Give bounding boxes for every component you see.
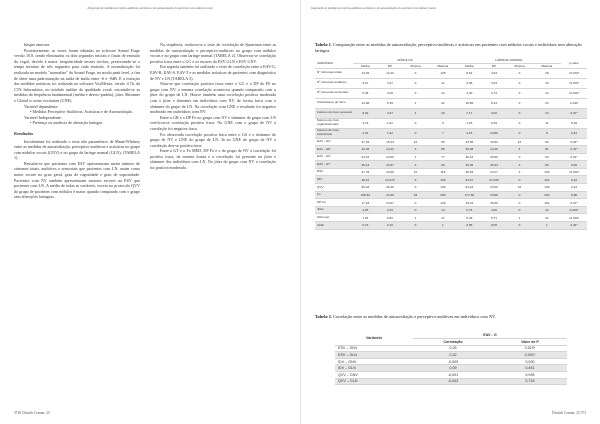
table1-pvalue-cell: 0,24 [561,184,587,192]
table1-value-cell: 47 [429,214,457,222]
table1-subheader: Máxima [533,63,561,68]
table2 [335,332,567,385]
table2-header-pvalue: Valor de P [493,339,567,346]
table1-value-cell: 26,14 [353,161,378,169]
table2-correlation-cell: 0,32 [413,352,493,359]
table1-value-cell: 0 [402,118,428,128]
table1-value-cell: 39,50 [482,199,507,207]
table1-value-cell: 36,43 [457,153,482,161]
table1-value-cell: 1,62 [378,118,403,128]
table1-header-group2: LARINGE NORMAL [457,58,561,63]
table-row [315,199,587,207]
table1-pvalue-cell: <0,001* [561,68,587,78]
table1-value-cell: 59,18 [353,184,378,192]
table1-value-cell: 22,96 [378,191,403,199]
table1-variable-cell: EAV - GS [315,153,353,161]
table1-value-cell: 15,97 [378,161,403,169]
table1-subheader: DP [482,63,507,68]
table1-value-cell: 4,38 [457,78,482,88]
body-paragraph: bitsper amostra. [24,42,51,47]
table1-value-cell: 35,69 [457,168,482,176]
table-row [315,68,587,78]
table1-value-cell: 100 [429,184,457,192]
table2-variable-cell: QVV – GNV [335,372,413,379]
table2-pvalue-cell: 0,715 [493,378,567,385]
table1-value-cell: 5,45 [378,98,403,108]
table1-caption-label: Tabela 1. [315,42,332,47]
table1-variable-cell: Jitter [315,206,353,214]
table1-value-cell: 2,056 [482,128,507,138]
table1-value-cell: 24,09 [378,153,403,161]
table1-value-cell: 10 [533,78,561,88]
table1-value-cell: 5,24 [482,98,507,108]
table1-value-cell: 14,48 [482,146,507,154]
table-row [315,78,587,88]
table1-value-cell: 177,38 [457,191,482,199]
table1-value-cell: 1 [429,222,457,230]
body-paragraph: Posteriormente, as vozes foram editadas no software Sound Forge versão 10.0, sendo eliminados os dois segundos iniciais e finais de emissão da vogal, devido à maior irregularidade nesses trechos, preservando-se o tempo mínimo de três segundos para cada emissão. A normalização foi realizada no modelo "normalize" do Sound Forge, no modo peak level, a fim de obter uma padronização na saída de áudio entre -6 e -9dB. E a extração das medidas acústicas foi realizada no software VoxMetria, versão 4.7h, da CTS Informática, no módulo análise da qualidade vocal, extraindo-se as medidas da frequência fundamental (média e desvio-padrão), jitter, Shimmer e Glottal to noise excitation (GNE). [14,47,140,103]
table-row [315,118,587,128]
table1-value-cell: 23,56 [482,184,507,192]
table1-value-cell: 3 [402,161,428,169]
table1-value-cell: 64,24 [457,184,482,192]
table1-value-cell: 125 [429,68,457,78]
table2-correlation-cell: 0,09 [413,365,493,372]
table1-value-cell: 0,73 [353,222,378,230]
table1-value-cell: 3 [506,161,532,169]
table1-pvalue-cell: 0,07* [561,199,587,207]
table-row [315,222,587,230]
table1-pvalue-cell: 0,001* [561,206,587,214]
table-row [315,191,587,199]
table1-header-pvalue: p-valor [561,58,587,68]
table1-value-cell: 3,79 [353,118,378,128]
table1-variable-cell: Fo [315,191,353,199]
table1-value-cell: 0 [506,206,532,214]
table1-value-cell: 93 [533,138,561,146]
table1-pvalue-cell: 0,43 [561,128,587,138]
section-heading: Resultados [14,130,34,136]
body-paragraph: Entre o GR e o DP Fo no grupo com NV e shimmer do grupo com LN verificou-se correlação positiva fraca. No GNE com o grupo de NV a correlação foi negativa fraca. [150,114,276,131]
table2-caption-label: Tabela 2. [315,314,332,319]
table1-pvalue-cell: 0,29 [561,118,587,128]
table1-header-variables: VARIÁVEIS [315,58,353,68]
table1-value-cell: 26,43 [482,161,507,169]
table1-pvalue-cell: 0,015 [561,98,587,108]
table-row [315,88,587,98]
table2-header-correlation: Correlação [413,339,493,346]
table1-value-cell: 0 [402,88,428,98]
body-paragraph: Na sequência, realizou-se o teste de correlação de Spearman entre as medidas de autoavaliação e perceptivo-auditivas no grupo com nódulos vocais e no grupo com laringe normal (TABELA 2). Observou-se correlação positiva fraca entre o GG e os escores da ESV GLN e ESV GNV. [150,42,276,64]
table1-value-cell: 0 [506,78,532,88]
table1-value-cell: 1 [402,153,428,161]
table1-value-cell: 47,49 [353,138,378,146]
table1-value-cell: 0 [506,222,532,230]
table1-variable-cell: Total fatores de risco [315,98,353,108]
table1-value-cell: 0,05 [482,222,507,230]
table1-value-cell: 12 [533,206,561,214]
table1-value-cell: 4 [506,146,532,154]
table1-value-cell: 24,68 [378,168,403,176]
table1-value-cell: 1 [402,98,428,108]
table1-subheader: Mínima [506,63,532,68]
body-paragraph: Nota-se que correlação positiva fraca entre o GG e o DP do F0 no grupo com NV, a mesma correlação aconteceu quando comparado com o jitter do grupo de LN. Houve também uma correlação positiva moderada com o jitter e shimmer em indivíduos com NV, de forma fraca com o shimmer do grupo de LN. Na correlação com GNE o resultado foi negativo moderado em indivíduos com NV. [150,81,276,115]
table-row [335,372,567,379]
table1-variable-cell: DP Fo [315,199,353,207]
table1-value-cell: 42,46 [353,146,378,154]
table1-value-cell: 7,94 [353,214,378,222]
table2-pvalue-cell: 0,001* [493,352,567,359]
table1-variable-cell: Fatores de risco organizacionais [315,118,353,128]
left-page-column-1 [14,42,140,200]
table1-caption [315,42,587,53]
table1-value-cell: 0 [402,222,428,230]
table1-value-cell: 15,15 [457,199,482,207]
running-head-right: Integração de medidas perceptivo-auditivas, acústicas e de autoavaliação em pacientes com nódulos vocais [311,6,437,10]
table1-pvalue-cell: 0,01* [561,153,587,161]
folio-right: Distúrb Comun. 25 373 [552,411,586,415]
table1-pvalue-cell: <0,001* [561,168,587,176]
table1-value-cell: 5,71 [482,214,507,222]
table1-value-cell: 0 [402,206,428,214]
table-row [335,345,567,352]
table1-value-cell: 5 [429,118,457,128]
table1-value-cell: 0 [506,176,532,184]
table2-correlation-cell: -0,009 [413,358,493,365]
table1-value-cell: 29,90 [482,153,507,161]
table1-value-cell: 1 [533,222,561,230]
table1-value-cell: 1,65 [457,118,482,128]
table1-pvalue-cell: 0,02* [561,138,587,146]
table2-header-variables: Variáveis [335,332,413,345]
table1-value-cell: 0 [402,78,428,88]
table1-value-cell: 161 [533,199,561,207]
table1-value-cell: 17,18 [353,199,378,207]
table1-value-cell: 43,55 [457,138,482,146]
table2-pvalue-cell: 0,995 [493,372,567,379]
table1-variable-cell: EAV - GR [315,146,353,154]
table1-value-cell: 26,40 [378,184,403,192]
table1-subheader: Mínima [402,63,428,68]
table1-pvalue-cell: <0,001* [561,214,587,222]
table1-value-cell: 0 [402,68,428,78]
table1-value-cell: 24,07 [378,199,403,207]
table1-caption-text: Comparação entre as medidas de autoavaliação, perceptivo-auditivas e acústicas em pacientes com nódulos vocais e indivíduos sem alteração laríngea. [315,42,582,53]
table2-pvalue-cell: 0,930 [493,358,567,365]
table-row [315,153,587,161]
table-row [335,352,567,359]
table1-value-cell: 77 [429,153,457,161]
table1-value-cell: 24,15 [353,153,378,161]
table1-value-cell: 38,48 [457,146,482,154]
table1-value-cell: 80 [533,161,561,169]
table1-value-cell: 22 [429,98,457,108]
table-row [315,168,587,176]
running-head-left: Integração de medidas perceptivo-auditivas, acústicas e de autoavaliação em pacientes com nódulos vocais [87,6,213,10]
table1-value-cell: 23,88 [482,191,507,199]
table1-value-cell: 13 [533,108,561,118]
table-row [335,365,567,372]
table1-value-cell: 7,17 [457,108,482,118]
table1-value-cell: 0 [506,88,532,98]
table1-value-cell: 24,376 [378,176,403,184]
table1-value-cell: 15,44 [378,138,403,146]
table1-value-cell: 95 [429,138,457,146]
table2-caption-text: Correlação entre as medidas de autoavaliação e perceptivo-auditivas em indivíduos com NV. [331,314,496,319]
table1-value-cell: 0 [402,128,428,138]
table1-value-cell: 13 [429,206,457,214]
folio-left: 3720 Distúrb Comun. 25 [14,411,50,415]
table1-value-cell: 28 [533,68,561,78]
table-row [315,108,587,118]
table1-value-cell: 118 [429,168,457,176]
table1-value-cell: 0 [506,98,532,108]
table1-value-cell: 3 [402,176,428,184]
table-row [315,184,587,192]
table1-value-cell: 283 [429,191,457,199]
table1-value-cell: 0,10 [378,222,403,230]
table-row [315,138,587,146]
table1-value-cell: 0 [402,199,428,207]
table1-header-group1: NÓDULOS [353,58,457,63]
table1-value-cell: 196,62 [353,191,378,199]
table1-variable-cell: Fatores de risco ambientais [315,128,353,138]
table1-value-cell: 0,49 [482,118,507,128]
table1-value-cell: 0 [506,153,532,161]
table1-value-cell: 12 [533,88,561,98]
table1-value-cell: 10,85 [457,98,482,108]
table1-variable-cell: EAV - GG [315,138,353,146]
table1-value-cell: 93 [533,153,561,161]
table1-value-cell: 2,74 [482,88,507,98]
table1-variable-cell: ESV [315,168,353,176]
table1-subheader: DP [378,63,403,68]
table1-value-cell: 12 [506,138,532,146]
table1-value-cell: 3,26 [378,88,403,98]
table1-value-cell: 96 [429,161,457,169]
body-paragraph: Em seguida também foi realizado o teste de correlação entre a EAV-G, EAV-R, EAV-S, EAV-T e as medidas acústicas de pacientes com diagnóstico de NV e LN (TABELA 3). [150,64,276,81]
table1-pvalue-cell: <0,001* [561,88,587,98]
table1-value-cell: 2,29 [378,206,403,214]
table-row [335,358,567,365]
table1-value-cell: 85 [429,146,457,154]
table1-value-cell: 263 [533,191,561,199]
table-row [315,214,587,222]
table1-value-cell: 2 [506,168,532,176]
table1 [315,58,587,230]
table2-correlation-cell: -0,043 [413,378,493,385]
table1-value-cell: 16 [506,184,532,192]
table-row [335,378,567,385]
table1-value-cell: 16 [429,108,457,118]
table1-value-cell: 12 [429,88,457,98]
table2-variable-cell: QVV – GLN [335,378,413,385]
table1-value-cell: 11 [533,118,561,128]
table1-value-cell: 159 [429,176,457,184]
table1-value-cell: 4,93 [482,68,507,78]
table1-value-cell: 12,40 [378,68,403,78]
left-page-column-2 [150,42,276,171]
table1-value-cell: 10,52 [482,138,507,146]
body-paragraph: Inicialmente foi realizado o teste não paramétrico de Mann-Whitney entre as medidas de autoavaliação, perceptivo-auditivas e acústicas no grupo com nódulos vocais (GNV) e no grupo de laringe normal (GLN), (TABELA 1). [14,138,140,161]
table1-value-cell: 0 [506,108,532,118]
table1-value-cell: 4,06 [482,206,507,214]
table1-pvalue-cell: 0,01* [561,146,587,154]
body-paragraph: Foi observada correlação positiva fraca entre o GS e o shimmer do grupo de NV e GNE do grupo de LN. Já no GNE do grupo de NV a correlação deu-se positiva forte. [150,131,276,148]
table-row [315,161,587,169]
table1-value-cell: 0,76 [457,206,482,214]
table1-value-cell: 31 [533,214,561,222]
table1-value-cell: 23,27 [482,168,507,176]
table2-variable-cell: IDV – GLN [335,365,413,372]
table1-variable-cell: Nº sintomas totais [315,68,353,78]
table1-value-cell: 12 [429,78,457,88]
table1-value-cell: 10 [402,168,428,176]
table1-value-cell: 8,62 [457,68,482,78]
table1-value-cell: 0 [506,68,532,78]
table2-variable-cell: ESV – GNV [335,345,413,352]
body-paragraph: Variável dependente: [24,103,59,109]
table1-pvalue-cell: <0,001* [561,78,587,88]
table1-value-cell: 0 [506,191,532,199]
table1-value-cell: 23 [533,98,561,108]
table-row [315,206,587,214]
table1-value-cell: 14,98 [353,98,378,108]
table1-value-cell: 2,31 [353,128,378,138]
table1-value-cell: 16 [402,138,428,146]
table1-value-cell: 1 [506,214,532,222]
table1-value-cell: 8 [533,128,561,138]
body-paragraph: • Presença ou ausência de alteração laríngea. [30,120,104,126]
table1-value-cell: 1,92 [378,128,403,138]
table1-value-cell: 3,47 [378,108,403,118]
table1-value-cell: 0 [506,199,532,207]
table1-value-cell: 47,78 [353,168,378,176]
table-row [315,128,587,138]
table1-pvalue-cell: 0,07* [561,108,587,118]
table1-value-cell: 6,52 [378,214,403,222]
table1-value-cell: 129 [429,199,457,207]
table2-variable-cell: IDV – GNV [335,358,413,365]
body-paragraph: • Medidas Perceptivo-Auditivas, Acústicas e de Autoavaliação. [30,109,134,115]
table1-value-cell: 0 [402,184,428,192]
table1-pvalue-cell: 0,98 [561,191,587,199]
table1-pvalue-cell: 0,69 [561,161,587,169]
table1-value-cell: 3 [402,146,428,154]
table1-value-cell: 0,85 [457,222,482,230]
table1-value-cell: 36,36 [457,161,482,169]
table1-variable-cell: Shimmer [315,214,353,222]
table1-value-cell: 6,07 [353,78,378,88]
table1-variable-cell: EAV - GT [315,161,353,169]
table1-value-cell: 8,92 [353,108,378,118]
table1-variable-cell: IDV [315,176,353,184]
table1-value-cell: 3,09 [482,108,507,118]
table1-value-cell: 1 [402,214,428,222]
table2-pvalue-cell: 0,019* [493,345,567,352]
table1-value-cell: 7 [429,128,457,138]
table-row [315,176,587,184]
table1-pvalue-cell: 0,04* [561,222,587,230]
table1-subheader: Média [353,63,378,68]
right-page [300,0,600,424]
body-paragraph: Ressalta-se que pacientes com ESV apresentaram maior número de sintomas totais, auditivos e sensoriais que pacientes com LN, assim como maior escore no grau geral, grau de rugosidade e grau de soprosidade. Pacientes com NV também apresentaram maiores escores na ESV que pacientes com LN. A média de todas as variáveis, exceto no protocolo QVV do grupo de pacientes com nódulos é maior quando comparado com o grupo sem alterações laríngeas. [14,160,140,200]
table1-value-cell: 0 [506,128,532,138]
table-row [315,146,587,154]
table1-value-cell: 4,47 [378,78,403,88]
table1-value-cell: 81 [533,146,561,154]
table1-value-cell: 100 [533,184,561,192]
table1-variable-cell: Nº sintomas sensoriais [315,88,353,98]
table1-value-cell: 1 [402,108,428,118]
table1-variable-cell: Fatores de risco pessoais [315,108,353,118]
table1-value-cell: 0 [506,118,532,128]
table1-pvalue-cell: 0,23 [561,176,587,184]
table1-variable-cell: QVV [315,184,353,192]
table2-correlation-cell: 0,25 [413,345,493,352]
table1-value-cell: 14,42 [378,146,403,154]
table1-value-cell: 5,49 [457,214,482,222]
table1-value-cell: 2,05 [353,206,378,214]
table1-variable-cell: Nº sintomas auditivos [315,78,353,88]
table1-subheader: Máxima [429,63,457,68]
table1-value-cell: 13,02 [353,68,378,78]
table1-value-cell: 4,30 [457,88,482,98]
table1-value-cell: 63 [402,191,428,199]
table2-pvalue-cell: 0,451 [493,365,567,372]
table1-subheader: Média [457,63,482,68]
table2-correlation-cell: -0,001 [413,372,493,379]
table2-header-group: EAV - G [413,332,567,339]
table1-variable-cell: GNE [315,222,353,230]
table2-caption [315,314,587,320]
table-row [315,98,587,108]
table1-value-cell: 3,63 [482,78,507,88]
table1-value-cell: 44,57 [457,176,482,184]
table1-value-cell: 119 [533,176,561,184]
body-paragraph: Entre o GT e o Fo MED, DP Fo e o do grupo de NV a correlação foi positiva fraca, da mesma forma e a correlação foi presente no jitter e shimmer dos indivíduos com LN. No jitter do grupo com NV a correlação foi positiva moderada. [150,148,276,171]
table1-value-cell: 48,22 [353,176,378,184]
table1-value-cell: 100 [533,168,561,176]
table2-variable-cell: ESV – GLN [335,352,413,359]
table1-value-cell: 27,295 [482,176,507,184]
body-paragraph: Variável Independente: [24,114,62,120]
table1-value-cell: 6,48 [353,88,378,98]
table1-value-cell: 4,15 [457,128,482,138]
